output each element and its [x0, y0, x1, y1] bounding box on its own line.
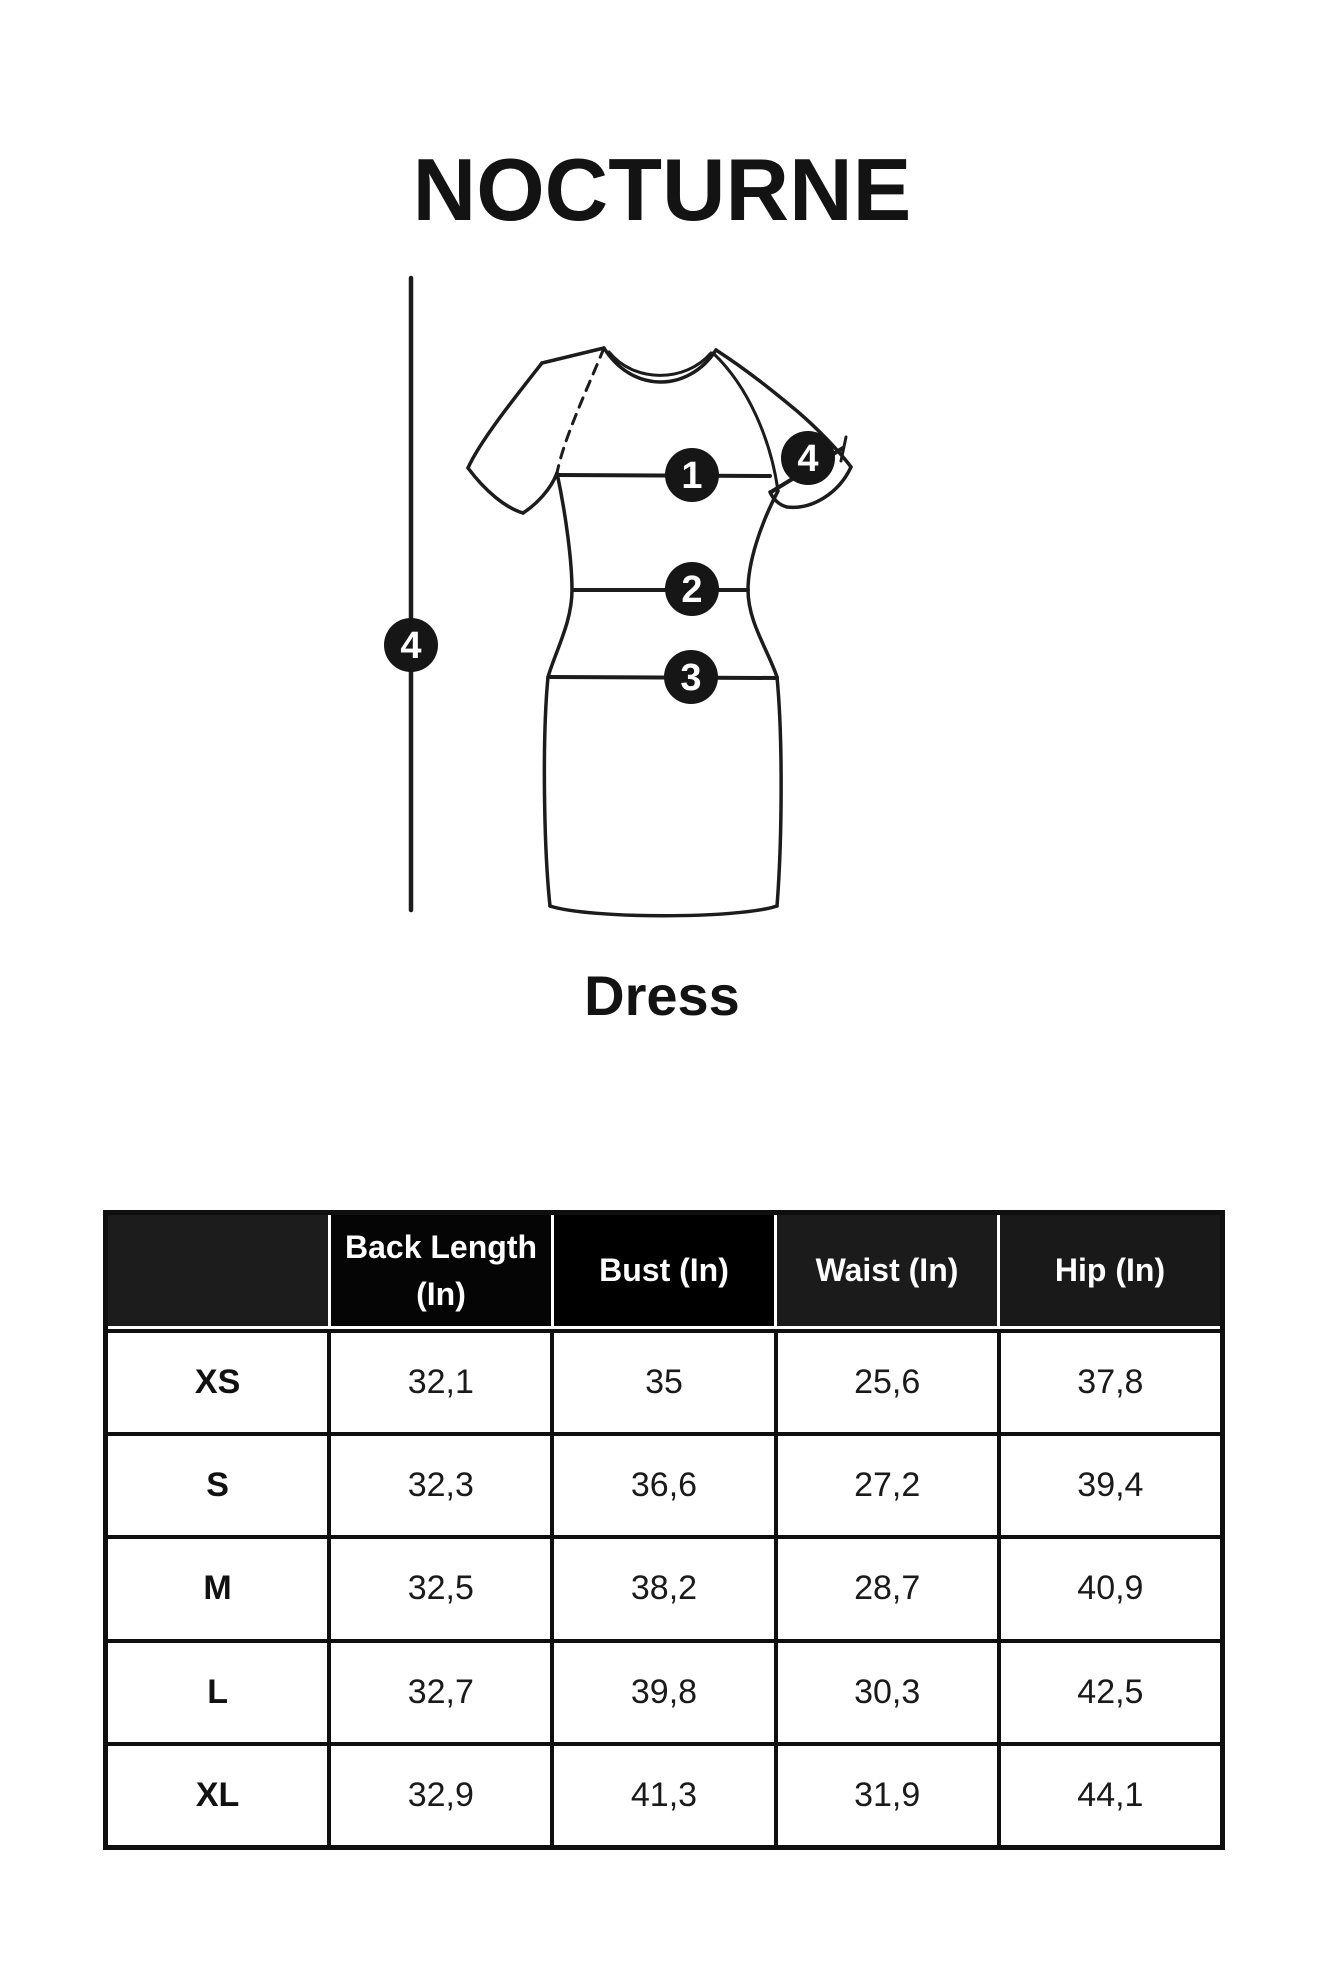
right-skirt-edge — [777, 677, 781, 906]
garment-type-label: Dress — [584, 964, 740, 1027]
left-sleeve-inner — [523, 473, 557, 513]
header-cell-back-length: Back Length (In) — [331, 1215, 551, 1326]
right-armhole-seam — [713, 353, 778, 491]
waist-value: 27,2 — [778, 1436, 997, 1535]
hip-measure-line — [549, 677, 777, 678]
dress-measurement-diagram — [280, 260, 950, 930]
sleeve-badge-number: 4 — [797, 438, 819, 480]
bust-value: 35 — [554, 1333, 773, 1432]
bust-value: 39,8 — [554, 1643, 773, 1742]
left-sleeve-outer — [468, 363, 542, 468]
header-cell-waist: Waist (In) — [777, 1215, 997, 1326]
back-length-value: 32,5 — [331, 1539, 550, 1638]
waist-badge-number: 2 — [681, 569, 703, 611]
hip-value: 44,1 — [1001, 1746, 1220, 1845]
header-cell-size — [108, 1215, 328, 1326]
back-length-value: 32,3 — [331, 1436, 550, 1535]
measure-badges — [384, 431, 835, 704]
size-label: L — [108, 1643, 327, 1742]
bust-value: 38,2 — [554, 1539, 773, 1638]
hip-value: 42,5 — [1001, 1643, 1220, 1742]
left-side-seam — [548, 473, 572, 677]
back-length-value: 32,9 — [331, 1746, 550, 1845]
bust-value: 41,3 — [554, 1746, 773, 1845]
back-length-value: 32,1 — [331, 1333, 550, 1432]
size-label: S — [108, 1436, 327, 1535]
size-chart-body — [108, 1329, 1220, 1845]
size-label: XL — [108, 1746, 327, 1845]
hip-value: 37,8 — [1001, 1333, 1220, 1432]
left-armhole-seam-dashed — [557, 348, 604, 473]
left-sleeve-hem — [468, 468, 523, 513]
bust-value: 36,6 — [554, 1436, 773, 1535]
bust-badge-number: 1 — [681, 455, 703, 497]
waist-value: 28,7 — [778, 1539, 997, 1638]
back-length-badge-number: 4 — [400, 625, 422, 667]
hip-value: 39,4 — [1001, 1436, 1220, 1535]
hip-value: 40,9 — [1001, 1539, 1220, 1638]
bust-measure-line — [558, 475, 770, 476]
waist-value: 30,3 — [778, 1643, 997, 1742]
left-skirt-edge — [544, 677, 550, 906]
brand-title: NOCTURNE — [412, 140, 912, 239]
waist-value: 25,6 — [778, 1333, 997, 1432]
hip-badge-number: 3 — [680, 657, 702, 699]
header-cell-hip: Hip (In) — [1000, 1215, 1220, 1326]
hem-line — [550, 906, 777, 916]
size-label: XS — [108, 1333, 327, 1432]
size-chart-header-row — [108, 1215, 1220, 1326]
size-label: M — [108, 1539, 327, 1638]
waist-value: 31,9 — [778, 1746, 997, 1845]
left-shoulder-seam — [542, 348, 604, 363]
back-length-value: 32,7 — [331, 1643, 550, 1742]
size-chart-table — [103, 1210, 1225, 1850]
header-cell-bust: Bust (In) — [554, 1215, 774, 1326]
right-side-seam — [748, 491, 778, 677]
